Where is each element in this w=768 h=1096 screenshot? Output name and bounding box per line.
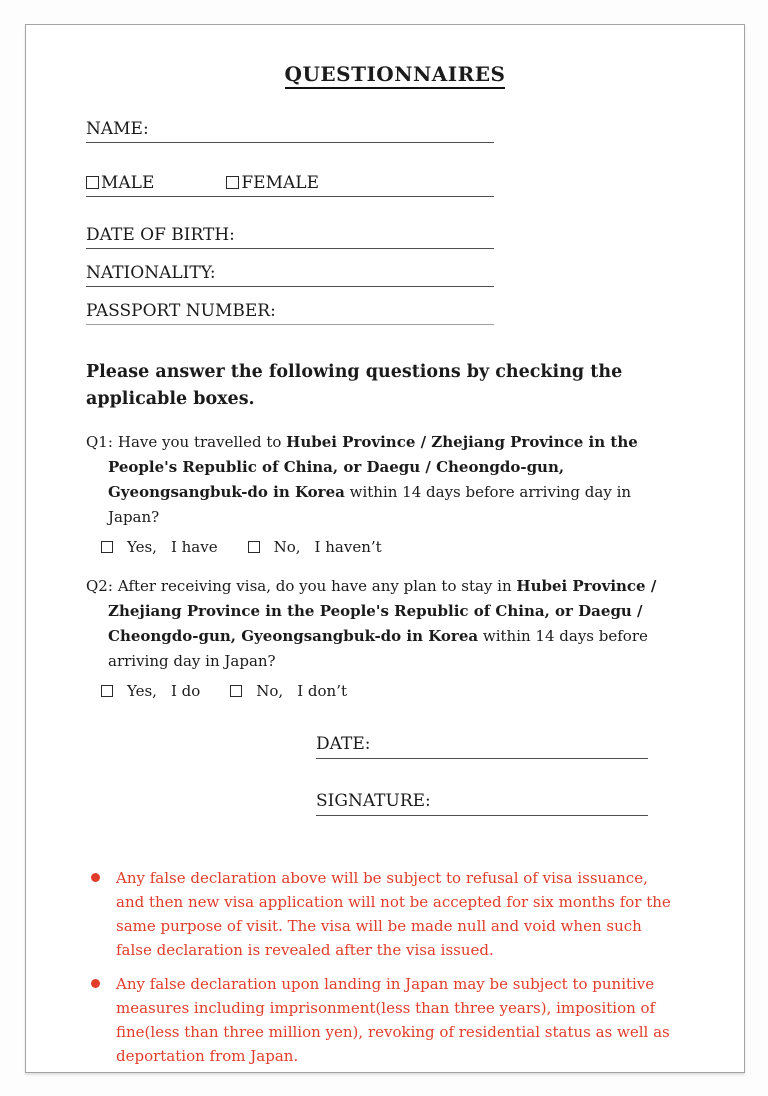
q1-answers — [86, 538, 704, 558]
page-title: QUESTIONNAIRES — [285, 62, 506, 89]
title-wrap — [86, 62, 704, 89]
questionnaire-page — [25, 24, 745, 1073]
notice-text-2: Any false declaration upon landing in Japan may be subject to punitive measures including imprisonment(less than three years), imposition of fine(less than three million yen), revoking of residential status as well as deportation from Japan. — [116, 975, 670, 1065]
instructions-heading: Please answer the following questions by checking the applicable boxes. — [86, 362, 623, 409]
bullet-icon — [91, 979, 100, 988]
q2-yes-label: Yes, — [127, 682, 157, 700]
q2-yes-checkbox[interactable] — [101, 685, 113, 697]
q2-text-normal1: After receiving visa, do you have any plan to stay in — [117, 577, 517, 595]
dob-label: DATE OF BIRTH: — [86, 225, 235, 245]
name-field-line[interactable] — [86, 119, 494, 143]
q1-no-label: No, — [273, 538, 301, 556]
q1-prefix: Q1: — [86, 433, 113, 451]
male-checkbox[interactable] — [86, 176, 99, 189]
nationality-field-line[interactable] — [86, 263, 494, 287]
female-option[interactable] — [226, 173, 319, 193]
q2-no-label2: I don’t — [297, 682, 348, 700]
name-label: NAME: — [86, 119, 149, 139]
notice-item-1 — [86, 866, 704, 962]
q1-text-bold: Hubei Province / Zhejiang Province in the People's Republic of China, or Daegu / Cheongdo-gun, Gyeongsangbuk-do in Korea — [108, 433, 638, 501]
q1-text-normal2: within 14 days before arriving day in Japan? — [108, 483, 632, 526]
question-1 — [86, 430, 661, 530]
nationality-label: NATIONALITY: — [86, 263, 216, 283]
q1-yes-label2: I have — [170, 538, 218, 556]
q2-text-normal2: within 14 days before arriving day in Japan? — [108, 627, 648, 670]
date-field-line[interactable] — [316, 734, 648, 759]
passport-label: PASSPORT NUMBER: — [86, 301, 276, 321]
q2-no-label: No, — [256, 682, 284, 700]
male-label: MALE — [101, 173, 155, 193]
dob-field-line[interactable] — [86, 225, 494, 249]
q2-answers — [86, 682, 704, 702]
female-checkbox[interactable] — [226, 176, 239, 189]
q2-prefix: Q2: — [86, 577, 113, 595]
gender-field-line — [86, 173, 494, 197]
notice-text-1: Any false declaration above will be subject to refusal of visa issuance, and then new visa application will not be accepted for six months for the same purpose of visit. The visa will be made null and void when such false declaration is revealed after the visa issued. — [116, 869, 671, 959]
q1-yes-checkbox[interactable] — [101, 541, 113, 553]
q2-no-checkbox[interactable] — [230, 685, 242, 697]
q2-yes-label2: I do — [170, 682, 201, 700]
question-2 — [86, 574, 661, 674]
date-label: DATE: — [316, 734, 371, 754]
q2-text-bold: Hubei Province / Zhejiang Province in the People's Republic of China, or Daegu / Cheongdo-gun, Gyeongsangbuk-do in Korea — [108, 577, 657, 645]
q1-text-normal1: Have you travelled to — [117, 433, 287, 451]
signature-label: SIGNATURE: — [316, 791, 431, 811]
q1-no-label2: I haven’t — [314, 538, 382, 556]
q1-yes-label: Yes, — [127, 538, 157, 556]
bullet-icon — [91, 873, 100, 882]
notice-item-2 — [86, 972, 704, 1068]
signature-field-line[interactable] — [316, 791, 648, 816]
male-option[interactable] — [86, 173, 154, 193]
passport-field-line[interactable] — [86, 301, 494, 325]
q1-no-checkbox[interactable] — [248, 541, 260, 553]
female-label: FEMALE — [241, 173, 319, 193]
